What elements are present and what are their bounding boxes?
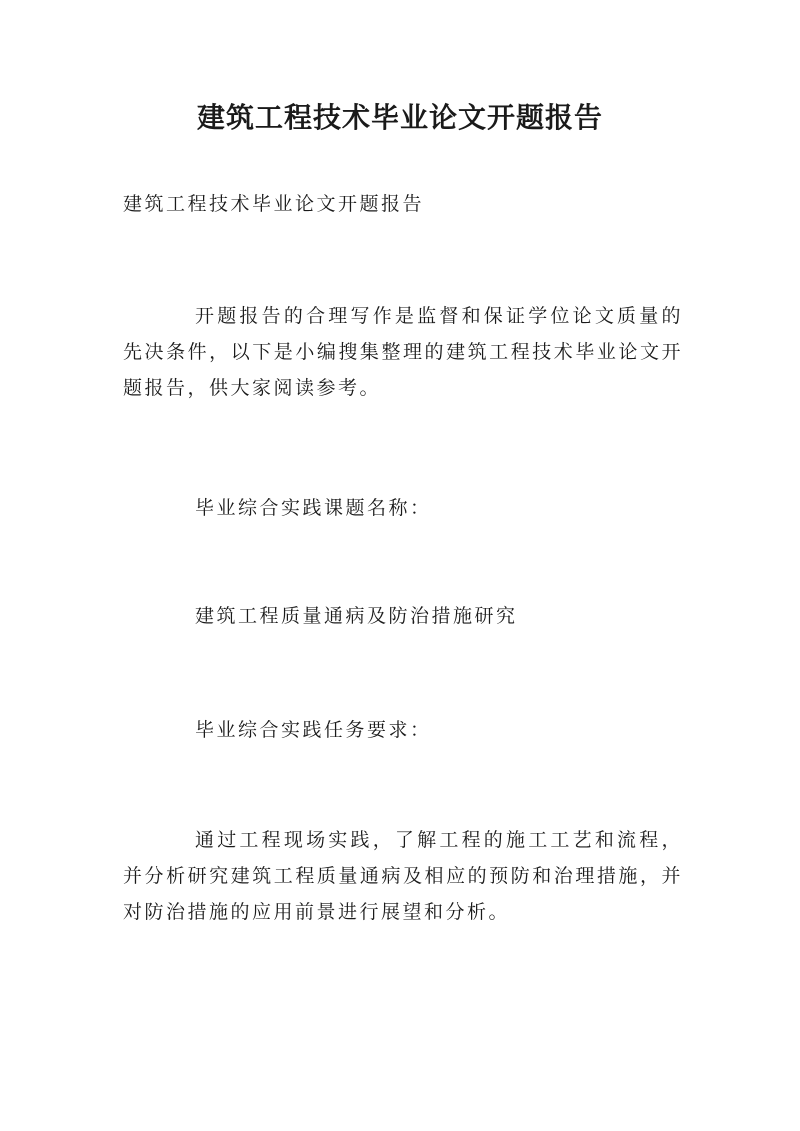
topic-heading-paragraph: 毕业综合实践课题名称：: [195, 497, 432, 519]
task-heading-paragraph: 毕业综合实践任务要求：: [195, 719, 432, 741]
document-title: 建筑工程技术毕业论文开题报告: [196, 101, 603, 134]
topic-name-paragraph: 建筑工程质量通病及防治措施研究: [195, 605, 518, 627]
task-description-paragraph: 通过工程现场实践，了解工程的施工工艺和流程，并分析研究建筑工程质量通病及相应的预防和治理措施，并对防治措施的应用前景进行展望和分析。: [123, 829, 683, 923]
intro-paragraph: 开题报告的合理写作是监督和保证学位论文质量的先决条件，以下是小编搜集整理的建筑工程技术毕业论文开题报告，供大家阅读参考。: [123, 305, 683, 399]
subtitle-paragraph: 建筑工程技术毕业论文开题报告: [123, 193, 425, 215]
